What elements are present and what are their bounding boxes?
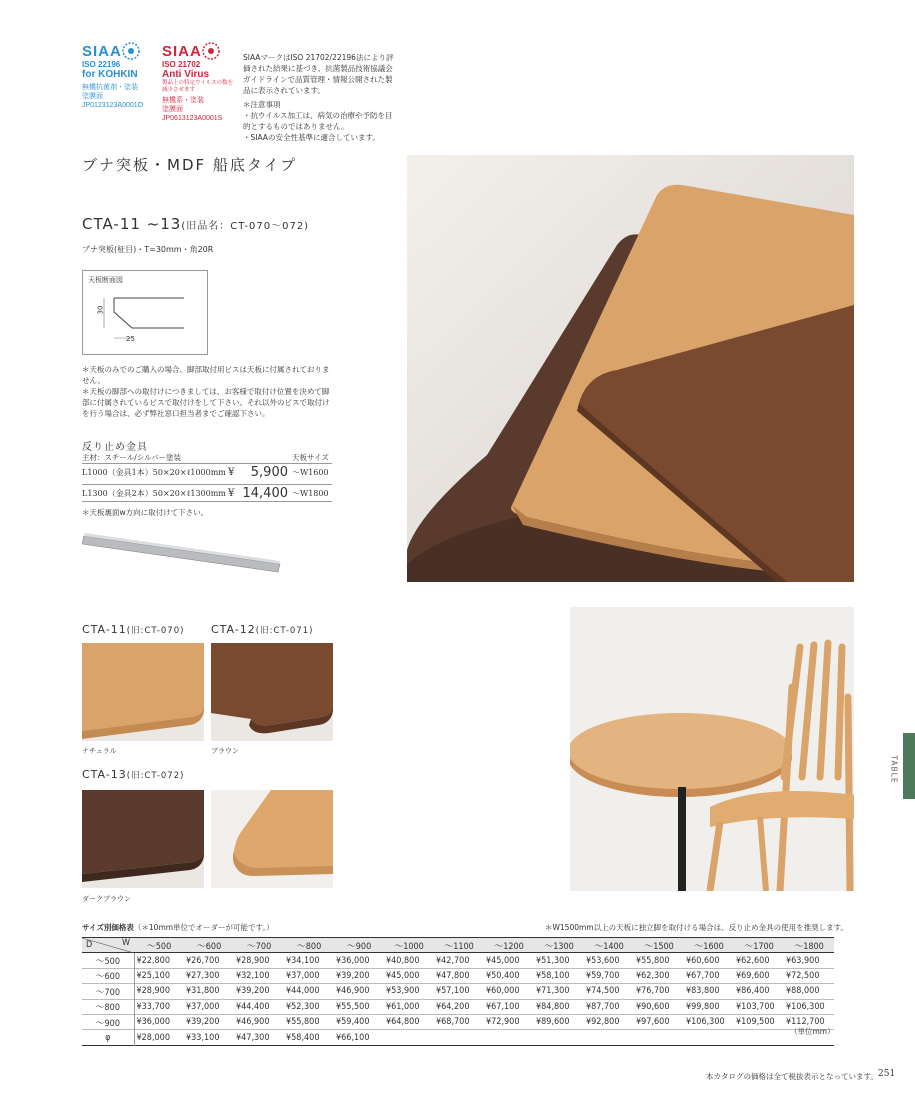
cross-section-drawing <box>90 290 200 350</box>
price-cell: ¥103,700 <box>736 1001 775 1012</box>
price-cell: ¥39,200 <box>186 1017 220 1028</box>
row-header: ～900 <box>82 1014 134 1029</box>
variant-old: (旧:CT-072) <box>126 771 185 781</box>
siaa-mark-icon <box>122 42 140 60</box>
price-cell: ¥22,800 <box>136 955 170 966</box>
price-cell: ¥71,300 <box>536 986 570 997</box>
price-cell: ¥53,900 <box>386 986 420 997</box>
price-cell: ¥27,300 <box>186 970 220 981</box>
price-table-note: ＊W1500mm以上の天板に独立脚を取付ける場合は、反り止め金具の使用を推奨します。 <box>545 923 849 932</box>
price-cell: ¥45,000 <box>486 955 520 966</box>
price-cell: ¥86,400 <box>736 986 770 997</box>
siaa-description <box>243 52 395 143</box>
price-cell: ¥25,100 <box>136 970 170 981</box>
col-header: ～600 <box>184 938 234 953</box>
price-cell <box>634 1030 684 1045</box>
caption-rest: （＊10mm単位でオーダーが可能です。） <box>133 923 274 932</box>
siaa-word: SIAA <box>162 42 202 60</box>
bracket-size: ～W1800 <box>292 488 329 498</box>
siaa-desc-p1: SIAAマークはISO 21702/22196法により評価された結果に基づき、抗菌製品技術協議会ガイドラインで品質管理・情報公開された製品に表示されています。 <box>243 53 394 95</box>
cross-section-label: 天板断面図 <box>88 276 123 284</box>
price-cell: ¥62,300 <box>636 970 670 981</box>
siaa-line1: 無機系・塗装 <box>162 97 204 104</box>
price-cell: ¥40,800 <box>386 955 420 966</box>
bracket-note: ＊天板裏面w方向に取付けて下さい。 <box>82 508 209 517</box>
bracket-size: ～W1600 <box>292 468 329 477</box>
section-label: TABLE <box>889 755 899 784</box>
variant-code: CTA-11 <box>82 623 127 636</box>
swatch-label: ブラウン <box>211 747 239 755</box>
variant-code: CTA-13 <box>82 768 127 781</box>
siaa-antibacterial-logo <box>82 42 152 110</box>
price-cell: ¥33,700 <box>136 1001 170 1012</box>
row-header: ～600 <box>82 968 134 983</box>
dimension-width: 25 <box>126 335 135 343</box>
price-cell: ¥52,300 <box>286 1001 320 1012</box>
bracket-image <box>82 528 292 578</box>
model-name: CTA-11 ~13 <box>82 215 182 233</box>
col-header: ～1700 <box>734 938 784 953</box>
price-cell: ¥90,600 <box>636 1001 670 1012</box>
variant-code: CTA-12 <box>211 623 256 636</box>
row-header: φ <box>82 1030 134 1045</box>
siaa-desc-p3: ・SIAAの安全性基準に適合しています。 <box>243 133 380 142</box>
siaa-word: SIAA <box>82 42 122 60</box>
edge-detail-photo <box>211 790 333 888</box>
price-cell: ¥44,400 <box>236 1001 270 1012</box>
corner-w: W <box>121 938 130 948</box>
siaa-sub: Anti Virus <box>162 69 210 80</box>
price-cell: ¥112,700 <box>786 1017 825 1028</box>
bracket-size-header: 天板サイズ <box>292 453 329 462</box>
price-cell: ¥64,800 <box>386 1017 420 1028</box>
price-cell: ¥67,100 <box>486 1001 520 1012</box>
price-cell: ¥34,100 <box>286 955 320 966</box>
price-cell <box>434 1030 484 1045</box>
variant-old: (旧:CT-070) <box>126 626 185 636</box>
price-cell: ¥55,800 <box>286 1017 320 1028</box>
col-header: ～500 <box>134 938 184 953</box>
table-row <box>82 999 834 1014</box>
price-cell: ¥42,700 <box>436 955 470 966</box>
price-cell: ¥74,500 <box>586 986 620 997</box>
col-header: ～1400 <box>584 938 634 953</box>
siaa-iso: ISO 22196 <box>82 60 121 69</box>
table-row <box>82 1014 834 1029</box>
price-cell: ¥37,000 <box>186 1001 220 1012</box>
price-cell: ¥60,000 <box>486 986 520 997</box>
price-cell: ¥59,400 <box>336 1017 370 1028</box>
price-cell: ¥106,300 <box>786 1001 825 1012</box>
row-header: ～800 <box>82 999 134 1014</box>
price-cell: ¥72,500 <box>786 970 820 981</box>
spec-text: ブナ突板(柾目)・T=30mm・角20R <box>82 245 214 254</box>
siaa-line1: 無機抗菌剤・塗装 <box>82 84 138 91</box>
siaa-antivirus-logo <box>162 42 237 123</box>
price-cell: ¥37,000 <box>286 970 320 981</box>
price-cell: ¥36,000 <box>336 955 370 966</box>
col-header: ～1800 <box>784 938 834 953</box>
price-cell: ¥33,100 <box>186 1032 220 1043</box>
series-title: ブナ突板・MDF 船底タイプ <box>82 156 298 174</box>
price-cell <box>484 1030 534 1045</box>
price-cell: ¥89,600 <box>536 1017 570 1028</box>
price-cell: ¥59,700 <box>586 970 620 981</box>
siaa-code: JP0123123A0001O <box>82 102 144 109</box>
swatch-label: ダークブラウン <box>82 895 131 903</box>
col-header: ～700 <box>234 938 284 953</box>
col-header: ～1500 <box>634 938 684 953</box>
price-cell: ¥50,400 <box>486 970 520 981</box>
price-cell: ¥28,900 <box>236 955 270 966</box>
price-cell: ¥28,000 <box>136 1032 170 1043</box>
price-cell: ¥32,100 <box>236 970 270 981</box>
model-title <box>82 215 309 233</box>
col-header: ～1600 <box>684 938 734 953</box>
siaa-note: 製品上の特定ウイルスの数を減少させます <box>162 80 234 93</box>
price-cell: ¥67,700 <box>686 970 720 981</box>
siaa-desc-p2: ・抗ウイルス加工は、病気の治療や予防を目的とするものではありません。 <box>243 111 393 131</box>
siaa-line2: 塗膜面 <box>82 93 103 100</box>
price-cell: ¥88,000 <box>786 986 820 997</box>
col-header: ～1200 <box>484 938 534 953</box>
section-tab <box>903 733 915 799</box>
page-number: 251 <box>878 1069 896 1079</box>
table-row <box>82 968 834 983</box>
col-header: ～1100 <box>434 938 484 953</box>
dimension-height: 30 <box>96 305 105 315</box>
price-cell: ¥31,800 <box>186 986 220 997</box>
price-cell <box>384 1030 434 1045</box>
col-header: ～800 <box>284 938 334 953</box>
swatch-dark-brown <box>82 790 204 888</box>
siaa-mark-icon <box>202 42 220 60</box>
price-cell: ¥60,600 <box>686 955 720 966</box>
yen-sign: ¥ <box>228 467 235 478</box>
price-cell: ¥68,700 <box>436 1017 470 1028</box>
price-cell: ¥55,800 <box>636 955 670 966</box>
swatch-natural <box>82 643 204 741</box>
note-item: ＊天板のみでのご購入の場合、脚部取付用ビスは天板に付属されておりません。 <box>82 365 330 385</box>
bracket-row <box>82 463 332 481</box>
model-old-name: (旧品名：CT-070～072) <box>181 221 310 232</box>
price-cell: ¥84,800 <box>536 1001 570 1012</box>
siaa-code: JP0613123A0001S <box>162 115 223 122</box>
price-cell: ¥58,100 <box>536 970 570 981</box>
price-cell: ¥46,900 <box>336 986 370 997</box>
price-cell <box>534 1030 584 1045</box>
unit-label: （単位mm） <box>790 1027 835 1036</box>
row-header: ～700 <box>82 984 134 999</box>
price-cell: ¥58,400 <box>286 1032 320 1043</box>
price-cell: ¥99,800 <box>686 1001 720 1012</box>
mounting-notes <box>82 364 332 419</box>
bracket-material: 主材：スチール/シルバー塗装 <box>82 453 182 462</box>
swatch-brown <box>211 643 333 741</box>
price-cell: ¥47,300 <box>236 1032 270 1043</box>
row-header: ～500 <box>82 953 134 968</box>
price-cell: ¥28,900 <box>136 986 170 997</box>
corner-d: D <box>86 940 93 950</box>
price-cell: ¥39,200 <box>236 986 270 997</box>
bracket-code: L1300（金具2本）50×20×ℓ1300mm <box>82 488 226 498</box>
bracket-title: 反り止め金具 <box>82 442 148 453</box>
price-cell: ¥47,800 <box>436 970 470 981</box>
price-cell: ¥44,000 <box>286 986 320 997</box>
price-cell: ¥64,200 <box>436 1001 470 1012</box>
price-cell: ¥92,800 <box>586 1017 620 1028</box>
price-table-caption <box>82 922 274 933</box>
variant-title <box>211 623 313 636</box>
siaa-sub: for KOHKIN <box>82 69 138 80</box>
price-cell: ¥72,900 <box>486 1017 520 1028</box>
caption-bold: サイズ別価格表 <box>82 923 134 932</box>
price-cell: ¥46,900 <box>236 1017 270 1028</box>
table-chair-photo <box>570 607 854 891</box>
yen-sign: ¥ <box>228 487 235 499</box>
price-cell: ¥106,300 <box>686 1017 725 1028</box>
variant-title <box>82 768 184 781</box>
price-cell: ¥76,700 <box>636 986 670 997</box>
price-cell: ¥63,900 <box>786 955 820 966</box>
price-cell: ¥83,800 <box>686 986 720 997</box>
price-cell <box>684 1030 734 1045</box>
col-header: ～900 <box>334 938 384 953</box>
price-cell: ¥97,600 <box>636 1017 670 1028</box>
price-cell <box>584 1030 634 1045</box>
price-cell <box>734 1030 784 1045</box>
col-header: ～1300 <box>534 938 584 953</box>
price-cell: ¥66,100 <box>336 1032 370 1043</box>
price-cell: ¥45,000 <box>386 970 420 981</box>
footer-note: 本カタログの価格は全て税抜表示となっています。 <box>706 1072 878 1081</box>
price-cell: ¥62,600 <box>736 955 770 966</box>
variant-old: (旧:CT-071) <box>255 626 314 636</box>
swatch-label: ナチュラル <box>82 747 117 755</box>
price-cell: ¥51,300 <box>536 955 570 966</box>
price-cell: ¥109,500 <box>736 1017 775 1028</box>
table-row <box>82 953 834 968</box>
price-cell: ¥53,600 <box>586 955 620 966</box>
price-cell: ¥39,200 <box>336 970 370 981</box>
table-row <box>82 1030 834 1045</box>
price-cell: ¥55,500 <box>336 1001 370 1012</box>
bracket-row <box>82 484 332 502</box>
siaa-line2: 塗膜面 <box>162 106 183 113</box>
table-row <box>82 984 834 999</box>
price-cell: ¥36,000 <box>136 1017 170 1028</box>
col-header: ～1000 <box>384 938 434 953</box>
variant-title <box>82 623 184 636</box>
price-table <box>82 937 834 1046</box>
price-cell: ¥57,100 <box>436 986 470 997</box>
bracket-price: 5,900 <box>250 465 288 480</box>
siaa-iso: ISO 21702 <box>162 60 201 69</box>
price-cell: ¥61,000 <box>386 1001 420 1012</box>
price-cell: ¥87,700 <box>586 1001 620 1012</box>
siaa-desc-heading: ＊注意事項 <box>243 100 281 109</box>
table-corner <box>82 938 134 953</box>
bracket-code: L1000（金具1本）50×20×ℓ1000mm <box>82 468 226 477</box>
note-item: ＊天板の脚部への取付けにつきましては、お客様で取付け位置を決めて脚部に付属されているビスで取付けをして下さい。それ以外のビスで取付けを行う場合は、必ず弊社窓口担当者までご確認下さい。 <box>82 387 330 418</box>
bracket-price: 14,400 <box>242 485 288 501</box>
tabletop-photo <box>407 155 854 582</box>
price-cell: ¥69,600 <box>736 970 770 981</box>
price-cell: ¥26,700 <box>186 955 220 966</box>
